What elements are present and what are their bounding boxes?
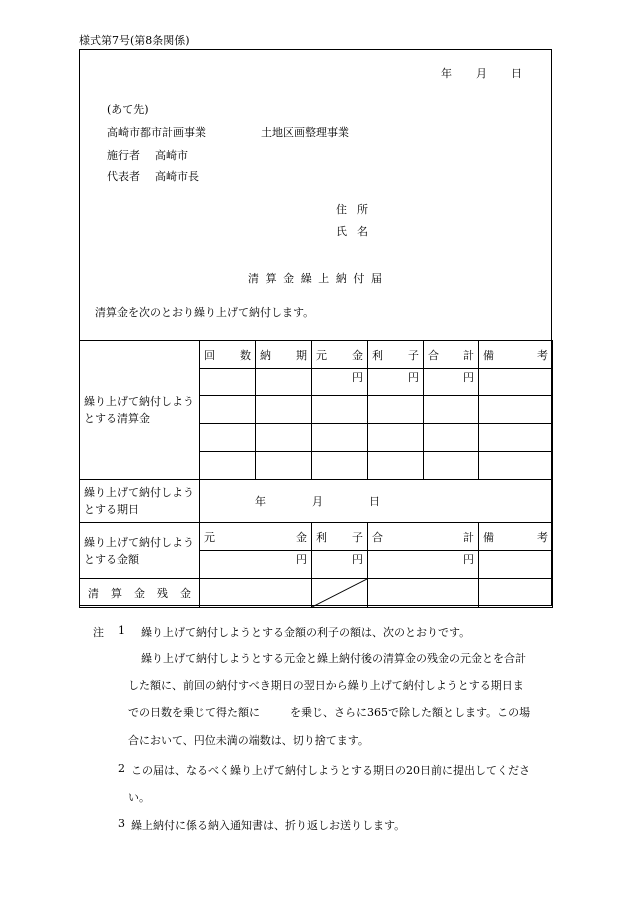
header-count: 回 数 [200,341,256,369]
cell-remarks[interactable] [479,369,553,396]
cell-interest[interactable] [368,424,424,452]
balance-remarks[interactable] [479,579,553,608]
document-title: 清 算 金 繰 上 納 付 届 [248,272,382,285]
intro-text: 清算金を次のとおり繰り上げて納付します。 [95,306,315,319]
executor-label: 施行者 [107,149,140,162]
installment-table [79,340,553,608]
schedule-row-label: 繰り上げて納付しようとする清算金 [80,341,200,480]
due-date-value[interactable]: 年 月 日 [200,480,553,523]
diagonal-slash-icon [312,579,367,607]
note-1-line-1: 繰り上げて納付しようとする元金と繰上納付後の清算金の残金の元金とを合計 [141,652,526,665]
cell-principal[interactable] [312,396,368,424]
balance-row-label: 清 算 金 残 金 [80,579,200,608]
form-number: 様式第7号(第8条関係) [79,34,190,47]
amount-header-interest: 利 子 [312,523,368,551]
cell-total[interactable] [424,396,479,424]
note-2-line-1: この届は、なるべく繰り上げて納付しようとする期日の20日前に提出してくださ [131,764,530,777]
executor-name: 高崎市 [155,149,188,162]
amount-header-total: 合 計 [368,523,479,551]
amount-row-label: 繰り上げて納付しようとする金額 [80,523,200,579]
cell-total[interactable]: 円 [424,369,479,396]
note-1-line-3a: での日数を乗じて得た額に [128,706,260,719]
addressee-project-type: 土地区画整理事業 [261,126,349,139]
amount-total[interactable]: 円 [368,551,479,579]
cell-interest[interactable]: 円 [368,369,424,396]
note-1-text: 繰り上げて納付しようとする金額の利子の額は、次のとおりです。 [141,626,471,639]
notes-label: 注 [93,626,104,639]
representative-name: 高崎市長 [155,170,199,183]
cell-due[interactable] [256,424,312,452]
note-1-line-4: 合において、円位未満の端数は、切り捨てます。 [128,734,369,747]
cell-due[interactable] [256,369,312,396]
cell-principal[interactable] [312,424,368,452]
note-2-line-2: い。 [128,791,150,804]
date-year: 年 [441,67,452,80]
addressee-project: 高崎市都市計画事業 [107,126,206,139]
due-date-row-label: 繰り上げて納付しようとする期日 [80,480,200,523]
header-interest: 利 子 [368,341,424,369]
header-total: 合 計 [424,341,479,369]
note-1-line-3b: を乗じ、さらに365で除した額とします。この場 [290,706,531,719]
balance-interest-slash [312,579,368,608]
representative-label: 代表者 [107,170,140,183]
cell-remarks[interactable] [479,452,553,480]
cell-count[interactable] [200,396,256,424]
date-day: 日 [511,67,522,80]
note-1-line-2: した額に、前回の納付すべき期日の翌日から繰り上げて納付しようとする期日ま [128,679,524,692]
cell-count[interactable] [200,369,256,396]
cell-interest[interactable] [368,396,424,424]
addressee-label: (あて先) [107,103,149,116]
amount-interest[interactable]: 円 [312,551,368,579]
header-due: 納 期 [256,341,312,369]
amount-remarks[interactable] [479,551,553,579]
cell-remarks[interactable] [479,396,553,424]
cell-total[interactable] [424,452,479,480]
cell-principal[interactable]: 円 [312,369,368,396]
balance-total[interactable] [368,579,479,608]
cell-due[interactable] [256,396,312,424]
note-1-number: 1 [118,624,125,637]
amount-principal[interactable]: 円 [200,551,312,579]
cell-total[interactable] [424,424,479,452]
cell-count[interactable] [200,424,256,452]
date-month: 月 [476,67,487,80]
amount-header-remarks: 備 考 [479,523,553,551]
header-remarks: 備 考 [479,341,553,369]
cell-due[interactable] [256,452,312,480]
name-label: 氏 名 [336,225,368,238]
header-principal: 元 金 [312,341,368,369]
cell-principal[interactable] [312,452,368,480]
cell-count[interactable] [200,452,256,480]
cell-remarks[interactable] [479,424,553,452]
note-3-text: 繰上納付に係る納入通知書は、折り返しお送りします。 [131,819,406,832]
note-3-number: 3 [118,817,125,830]
amount-header-principal: 元 金 [200,523,312,551]
balance-principal[interactable] [200,579,312,608]
note-2-number: 2 [118,762,125,775]
address-label: 住 所 [336,203,368,216]
cell-interest[interactable] [368,452,424,480]
